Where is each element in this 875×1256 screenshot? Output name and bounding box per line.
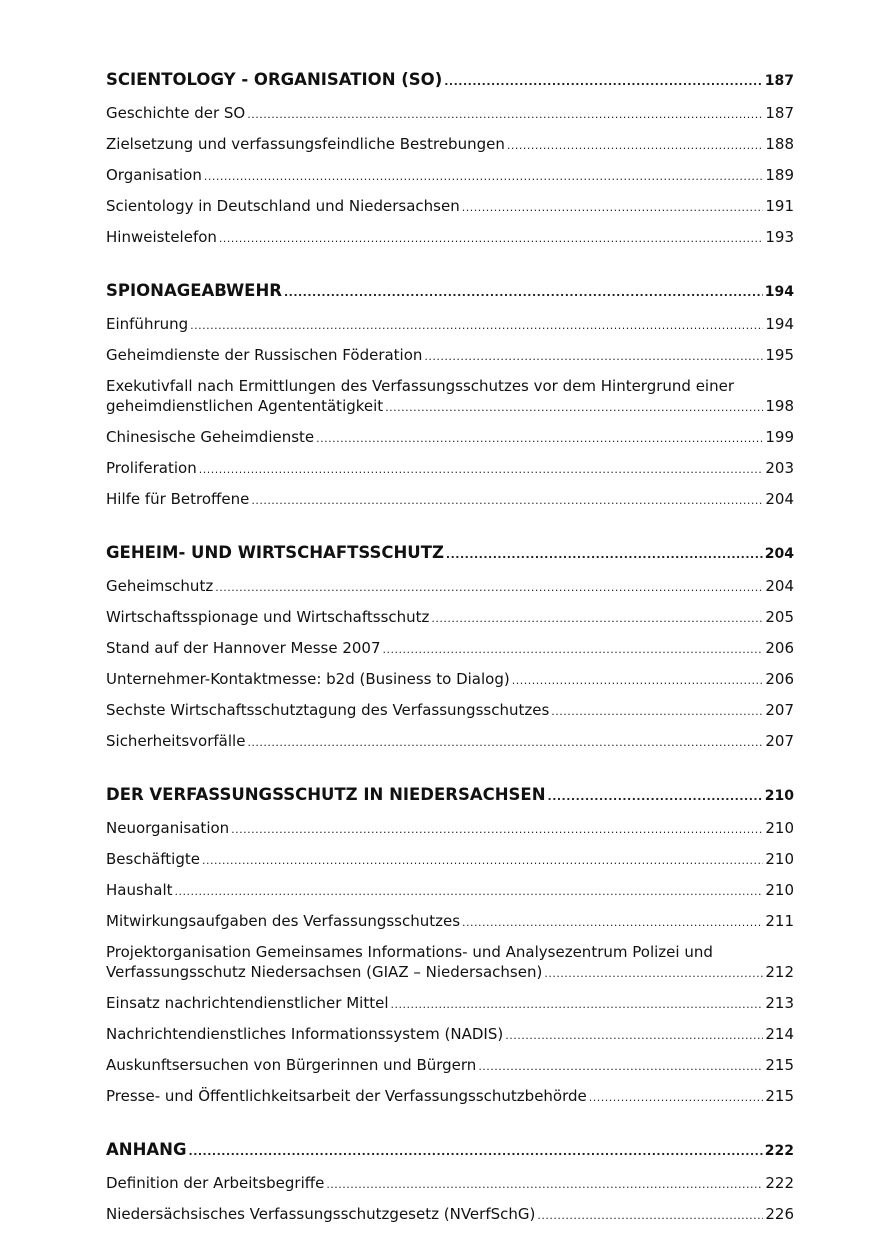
dot-leader: [189, 1142, 763, 1162]
section-heading-title: SCIENTOLOGY - ORGANISATION (SO): [106, 70, 443, 89]
dot-leader: [190, 316, 763, 336]
entry-title: Presse- und Öffentlichkeitsarbeit der Verfassungsschutzbehörde: [106, 1087, 587, 1105]
page-number: 187: [764, 73, 794, 89]
entry-title-line2: Verfassungsschutz Niedersachsen (GIAZ – Niedersachsen): [106, 963, 543, 981]
page-number: 226: [765, 1205, 794, 1223]
page-number: 206: [765, 670, 794, 688]
toc-entry[interactable]: [106, 341, 794, 372]
dot-leader: [284, 283, 763, 303]
page-number: 193: [765, 228, 794, 246]
page-number: 211: [765, 912, 794, 930]
page-number: 222: [765, 1174, 794, 1192]
entry-title: Hinweistelefon: [106, 228, 217, 246]
entry-title: Geschichte der SO: [106, 104, 246, 122]
page-number: 188: [765, 135, 794, 153]
dot-leader: [462, 913, 763, 933]
dot-leader: [316, 429, 763, 449]
section-heading[interactable]: [106, 68, 794, 99]
page-number: 222: [764, 1143, 794, 1159]
toc-entry[interactable]: [106, 572, 794, 603]
section-heading-title: ANHANG: [106, 1140, 187, 1159]
dot-leader: [444, 72, 763, 92]
dot-leader: [446, 545, 763, 565]
dot-leader: [215, 578, 763, 598]
toc-entry[interactable]: [106, 603, 794, 634]
page-number: 207: [765, 701, 794, 719]
page-number: 198: [765, 397, 794, 415]
dot-leader: [431, 609, 763, 629]
entry-title: Unternehmer-Kontaktmesse: b2d (Business to Dialog): [106, 670, 510, 688]
page-number: 194: [764, 284, 794, 300]
page-number: 204: [765, 577, 794, 595]
toc-entry[interactable]: [106, 1082, 794, 1113]
toc-entry[interactable]: [106, 989, 794, 1020]
dot-leader: [424, 347, 763, 367]
page-number: 205: [765, 608, 794, 626]
entry-title: Auskunftsersuchen von Bürgerinnen und Bürgern: [106, 1056, 477, 1074]
entry-title: Haushalt: [106, 881, 173, 899]
entry-title: Neuorganisation: [106, 819, 230, 837]
dot-leader: [548, 787, 763, 807]
dot-leader: [383, 640, 764, 660]
toc-entry[interactable]: [106, 454, 794, 485]
page-number: 191: [765, 197, 794, 215]
entry-title: Nachrichtendienstliches Informationssystem (NADIS): [106, 1025, 504, 1043]
dot-leader: [507, 136, 764, 156]
toc-section: [106, 783, 794, 1113]
section-heading-title: SPIONAGEABWEHR: [106, 281, 282, 300]
toc-entry[interactable]: [106, 876, 794, 907]
toc-entry[interactable]: [106, 372, 794, 423]
entry-title: Geheimdienste der Russischen Föderation: [106, 346, 423, 364]
page-number: 213: [765, 994, 794, 1012]
page-number: 210: [765, 881, 794, 899]
page-number: 203: [765, 459, 794, 477]
section-heading[interactable]: [106, 541, 794, 572]
entry-title: Wirtschaftsspionage und Wirtschaftsschutz: [106, 608, 430, 626]
dot-leader: [219, 229, 763, 249]
page-number: 204: [765, 490, 794, 508]
dot-leader: [326, 1175, 763, 1195]
toc-entry[interactable]: [106, 634, 794, 665]
page-number: 214: [765, 1025, 794, 1043]
dot-leader: [199, 460, 764, 480]
page-number: 212: [765, 963, 794, 981]
section-heading[interactable]: [106, 279, 794, 310]
page-number: 206: [765, 639, 794, 657]
entry-title: Mitwirkungsaufgaben des Verfassungsschutzes: [106, 912, 461, 930]
entry-title: Chinesische Geheimdienste: [106, 428, 315, 446]
entry-title-line1: Exekutivfall nach Ermittlungen des Verfassungsschutzes vor dem Hintergrund einer: [106, 377, 735, 395]
toc-entry[interactable]: [106, 696, 794, 727]
entry-title: Geheimschutz: [106, 577, 214, 595]
toc-entry[interactable]: [106, 423, 794, 454]
section-heading-title: GEHEIM- UND WIRTSCHAFTSSCHUTZ: [106, 543, 444, 562]
page-number: 199: [765, 428, 794, 446]
toc-section: [106, 541, 794, 758]
dot-leader: [512, 671, 764, 691]
toc-entry[interactable]: [106, 727, 794, 758]
entry-title: Beschäftigte: [106, 850, 200, 868]
entry-title: Sechste Wirtschaftsschutztagung des Verfassungsschutzes: [106, 701, 550, 719]
dot-leader: [478, 1057, 763, 1077]
toc-entry[interactable]: [106, 310, 794, 341]
toc-section: [106, 279, 794, 516]
dot-leader: [202, 851, 763, 871]
entry-title: Organisation: [106, 166, 202, 184]
page-number: 215: [765, 1087, 794, 1105]
toc-section: [106, 1138, 794, 1231]
page-number: 210: [765, 850, 794, 868]
toc-entry[interactable]: [106, 223, 794, 254]
toc-entry[interactable]: [106, 130, 794, 161]
entry-second-line: [106, 962, 794, 984]
dot-leader: [462, 198, 764, 218]
dot-leader: [551, 702, 763, 722]
page-number: 189: [765, 166, 794, 184]
dot-leader: [175, 882, 764, 902]
toc-entry[interactable]: [106, 1169, 794, 1200]
toc-entry[interactable]: [106, 1200, 794, 1231]
page-number: 187: [765, 104, 794, 122]
toc-entry[interactable]: [106, 845, 794, 876]
toc-entry[interactable]: [106, 485, 794, 516]
dot-leader: [589, 1088, 764, 1108]
entry-title: Einführung: [106, 315, 189, 333]
dot-leader: [204, 167, 764, 187]
section-heading[interactable]: [106, 1138, 794, 1169]
entry-title: Einsatz nachrichtendienstlicher Mittel: [106, 994, 389, 1012]
entry-title: Hilfe für Betroffene: [106, 490, 250, 508]
dot-leader: [537, 1206, 763, 1226]
toc-entry[interactable]: [106, 907, 794, 938]
dot-leader: [247, 733, 763, 753]
page-number: 215: [765, 1056, 794, 1074]
page-number: 207: [765, 732, 794, 750]
toc-entry[interactable]: [106, 192, 794, 223]
toc-entry[interactable]: [106, 665, 794, 696]
toc-entry[interactable]: [106, 1020, 794, 1051]
dot-leader: [247, 105, 763, 125]
table-of-contents: [106, 68, 794, 1256]
entry-title: Niedersächsisches Verfassungsschutzgesetz (NVerfSchG): [106, 1205, 536, 1223]
dot-leader: [390, 995, 763, 1015]
page-number: 210: [764, 788, 794, 804]
toc-section: [106, 68, 794, 254]
entry-title: Zielsetzung und verfassungsfeindliche Bestrebungen: [106, 135, 505, 153]
entry-second-line: [106, 396, 794, 418]
dot-leader: [385, 398, 763, 418]
entry-title: Definition der Arbeitsbegriffe: [106, 1174, 325, 1192]
page-number: 204: [764, 546, 794, 562]
toc-entry[interactable]: [106, 99, 794, 130]
toc-entry[interactable]: [106, 938, 794, 989]
toc-entry[interactable]: [106, 814, 794, 845]
page-number: 194: [765, 315, 794, 333]
dot-leader: [231, 820, 763, 840]
entry-title: Stand auf der Hannover Messe 2007: [106, 639, 381, 657]
dot-leader: [505, 1026, 763, 1046]
entry-title-line1: Projektorganisation Gemeinsames Informations- und Analysezentrum Polizei und: [106, 943, 713, 961]
toc-entry[interactable]: [106, 1051, 794, 1082]
entry-title: Scientology in Deutschland und Niedersachsen: [106, 197, 460, 215]
entry-title: Sicherheitsvorfälle: [106, 732, 246, 750]
section-heading-title: DER VERFASSUNGSSCHUTZ IN NIEDERSACHSEN: [106, 785, 546, 804]
dot-leader: [544, 964, 763, 984]
toc-entry[interactable]: [106, 161, 794, 192]
entry-title: Proliferation: [106, 459, 197, 477]
page-number: 195: [765, 346, 794, 364]
page-number: 210: [765, 819, 794, 837]
dot-leader: [251, 491, 763, 511]
entry-title-line2: geheimdienstlichen Agententätigkeit: [106, 397, 384, 415]
section-heading[interactable]: [106, 783, 794, 814]
